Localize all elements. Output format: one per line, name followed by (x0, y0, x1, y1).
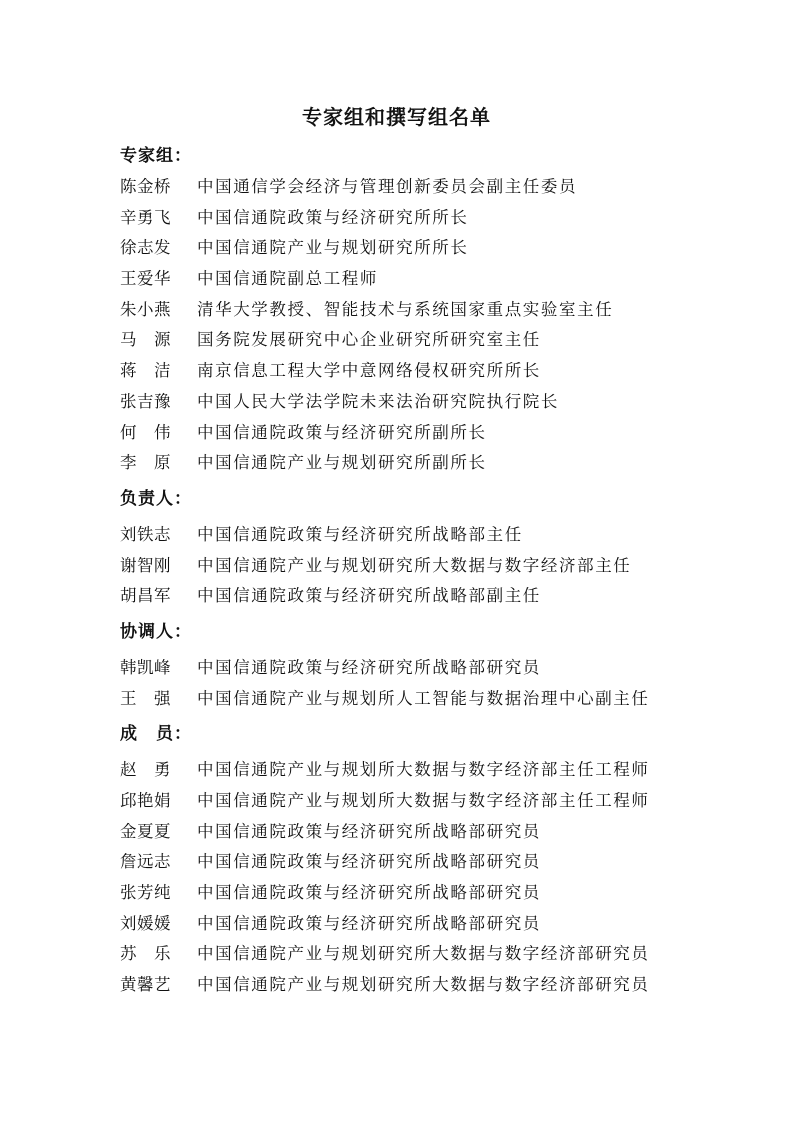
member-name: 邱艳娟 (120, 791, 171, 810)
member-name: 谢智刚 (120, 555, 171, 575)
member-role: 中国信通院政策与经济研究所战略部研究员 (197, 852, 541, 872)
list-item (120, 878, 720, 909)
member-role: 中国信通院政策与经济研究所战略部研究员 (197, 883, 541, 903)
member-name: 詹远志 (120, 852, 171, 872)
member-role: 中国信通院政策与经济研究所战略部研究员 (197, 821, 541, 841)
member-name: 张芳纯 (120, 883, 171, 903)
section-heading: 专家组： (120, 146, 192, 166)
member-role: 中国信通院政策与经济研究所战略部副主任 (197, 586, 541, 606)
member-name: 赵 勇 (120, 760, 171, 780)
list-item (120, 172, 720, 203)
member-role: 中国信通院政策与经济研究所副所长 (197, 422, 487, 442)
member-name: 王爱华 (120, 269, 171, 289)
section-heading: 协调人： (120, 621, 192, 642)
list-item (120, 520, 720, 551)
member-role: 国务院发展研究中心企业研究所研究室主任 (197, 330, 541, 350)
list-item (120, 448, 720, 479)
list-item (120, 970, 720, 1001)
page-title: 专家组和撰写组名单 (302, 105, 491, 129)
member-name: 辛勇飞 (120, 207, 171, 227)
member-role: 中国信通院政策与经济研究所所长 (197, 207, 469, 227)
list-item (120, 786, 720, 817)
member-name: 马 源 (120, 330, 171, 350)
section-heading: 负责人： (120, 488, 192, 509)
member-role: 中国信通院产业与规划研究所大数据与数字经济部主任 (197, 555, 632, 575)
list-item (120, 817, 720, 848)
member-name: 朱小燕 (120, 299, 171, 319)
list-item (120, 551, 720, 582)
member-role: 中国信通院产业与规划研究所大数据与数字经济部研究员 (197, 944, 650, 964)
member-name: 韩凯峰 (120, 657, 171, 677)
list-item (120, 653, 720, 684)
member-name: 蒋 洁 (120, 361, 171, 381)
member-role: 中国信通院产业与规划研究所大数据与数字经济部研究员 (197, 975, 650, 995)
member-name: 刘铁志 (120, 524, 171, 544)
member-role: 中国通信学会经济与管理创新委员会副主任委员 (197, 177, 578, 196)
list-item (120, 387, 720, 418)
member-role: 清华大学教授、智能技术与系统国家重点实验室主任 (197, 299, 614, 319)
member-role: 中国信通院政策与经济研究所战略部研究员 (197, 913, 541, 933)
list-item (120, 233, 720, 264)
member-name: 李 原 (120, 453, 171, 473)
list-item (120, 909, 720, 940)
member-name: 金夏夏 (120, 821, 171, 841)
list-item (120, 325, 720, 356)
member-list (120, 141, 720, 1001)
list-item (120, 203, 720, 234)
list-item (120, 939, 720, 970)
member-name: 苏 乐 (120, 944, 171, 964)
member-name: 何 伟 (120, 422, 171, 442)
member-name: 黄馨艺 (120, 975, 171, 995)
member-role: 中国信通院产业与规划所大数据与数字经济部主任工程师 (197, 791, 650, 810)
list-item (120, 755, 720, 786)
member-role: 中国信通院产业与规划所大数据与数字经济部主任工程师 (197, 760, 650, 780)
member-name: 胡昌军 (120, 586, 171, 606)
member-name: 徐志发 (120, 238, 171, 258)
member-name: 陈金桥 (120, 177, 171, 196)
member-role: 中国信通院产业与规划研究所所长 (197, 238, 469, 258)
member-name: 王 强 (120, 688, 171, 708)
member-role: 中国人民大学法学院未来法治研究院执行院长 (197, 391, 559, 411)
list-item (120, 356, 720, 387)
member-role: 中国信通院产业与规划研究所副所长 (197, 453, 487, 473)
list-item (120, 264, 720, 295)
member-name: 张吉豫 (120, 391, 171, 411)
list-item (120, 295, 720, 326)
member-name: 刘媛媛 (120, 913, 171, 933)
list-item (120, 418, 720, 449)
member-role: 中国信通院政策与经济研究所战略部研究员 (197, 657, 541, 677)
member-role: 中国信通院产业与规划所人工智能与数据治理中心副主任 (197, 688, 650, 708)
member-role: 中国信通院政策与经济研究所战略部主任 (197, 524, 523, 544)
member-role: 中国信通院副总工程师 (197, 269, 378, 289)
list-item (120, 847, 720, 878)
member-role: 南京信息工程大学中意网络侵权研究所所长 (197, 361, 541, 381)
section-heading: 成 员： (120, 724, 192, 745)
list-item (120, 684, 720, 715)
list-item (120, 581, 720, 612)
